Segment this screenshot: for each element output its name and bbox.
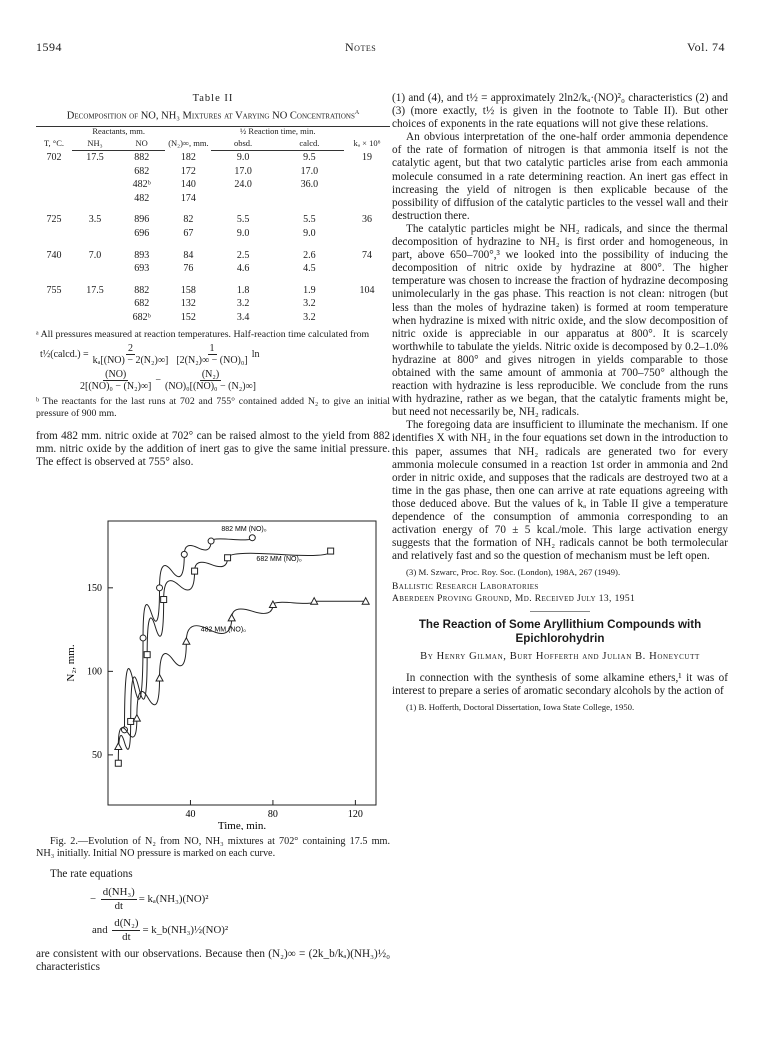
table-cell-nh3 [72, 165, 118, 179]
table-cell-no: 882 [134, 152, 150, 164]
table-cell-ka: 74 [362, 249, 372, 261]
table-cell-ka [344, 262, 390, 276]
rate-equation-2: and $\frac{\text{d(N₂)}}{dt}$ = k_b(NH₃)½(NO)² [92, 916, 229, 943]
table-cell-nh3 [72, 262, 118, 276]
table-cell-n2: 152 [180, 312, 196, 324]
data-table [36, 126, 390, 325]
table-cell-obsd [211, 192, 274, 206]
table-cell-ka [344, 311, 390, 325]
table-cell-t [36, 178, 72, 192]
table-cell-no: 693 [134, 263, 150, 275]
table-cell-calcd: 2.6 [303, 249, 316, 261]
table-cell-nh3 [72, 192, 118, 206]
header-ka: kₐ × 10⁶ [344, 127, 390, 151]
rate-intro: The rate equations [50, 868, 133, 881]
data-point-triangle [133, 715, 140, 722]
table-cell-t: 740 [46, 249, 62, 261]
series-line [124, 538, 252, 730]
table-cell-ka: 104 [359, 284, 375, 296]
data-point-circle [140, 635, 146, 641]
table-cell-t: 702 [46, 151, 62, 163]
x-tick-label: 40 [185, 809, 196, 820]
data-point-square [115, 760, 121, 766]
table-cell-n2: 84 [183, 249, 194, 261]
x-axis-label: Time, min. [217, 820, 267, 830]
data-point-circle [181, 551, 187, 557]
table-row [36, 205, 390, 227]
right-paragraph-3: The catalytic particles might be NH₂ radicals, and since the thermal decomposition of hydrazine to NH₂ is first order and homogeneous, in part, above 650–700°,³ we looked into the possibility of inducing the decomposition of nitric oxide by hydrazine at 800°. The higher temperature was chosen to increase the fraction of hydrazine decomposing unimolecularly in the gas phase. This reaction is not clean: nitrogen (but less than the moles of hydrazine taken) is formed at room temperature when hydrazine is mixed with nitric oxide, and the slow decomposition of nitric oxide is appreciable in our apparatus at 800°. It is scarcely worthwhile to tabulate the yields. Nitric oxide is decomposed by 0.2–1.0% hydrazine at 800° and gives nitrogen in yields comparable to those obtained with the same amount of ammonia at 700–750° although the reaction with hydrazine is less reproducible. We conclude from the runs with hydrazine, rather as we began, that the catalytic framents might be, but need not necessarily be, NH₂ radicals. [392, 222, 728, 419]
rate-outro: are consistent with our observations. Because then (N₂)∞ = (2k_b/kₐ)(NH₃)½₀ characteristics [36, 947, 390, 973]
table-cell-t: 725 [46, 214, 62, 226]
table-cell-calcd: 1.9 [303, 284, 316, 296]
table-cell-ka [344, 165, 390, 179]
lab-name: Ballistic Research Laboratories [392, 582, 539, 593]
header-no: NO [118, 139, 165, 151]
table-cell-ka: 19 [362, 151, 372, 163]
data-point-triangle [228, 614, 235, 621]
header-half-time: ½ Reaction time, min. [211, 127, 344, 139]
table-cell-t [36, 311, 72, 325]
table-cell-obsd: 9.0 [236, 152, 250, 164]
header-nh3: NH₃ [72, 139, 118, 151]
data-point-triangle [183, 638, 190, 645]
table-cell-no: 482ᵇ [132, 179, 151, 191]
table-cell-nh3 [72, 178, 118, 192]
table-cell-ka [344, 227, 390, 241]
table-cell-no: 682ᵇ [132, 312, 151, 324]
table-cell-nh3 [72, 311, 118, 325]
section-title: The Reaction of Some Aryllithium Compounds with Epichlorohydrin [418, 618, 702, 646]
table-row [36, 178, 390, 192]
table-cell-n2: 140 [180, 179, 196, 191]
series-label: 682 MM (NO)₀ [256, 556, 302, 564]
table-cell-calcd: 5.5 [303, 214, 316, 226]
table-row [36, 297, 390, 311]
right-paragraph-1: (1) and (4), and t½ = approximately 2ln2/kₐ·(NO)²₀ characteristics (2) and (3) (more exactly, t½ is given in the footnote to Table II). But other choices of exponents in the rate equations will not give these relations. [392, 92, 728, 131]
table-row [36, 262, 390, 276]
table-cell-no: 893 [134, 249, 150, 261]
data-point-circle [249, 535, 255, 541]
table-cell-n2: 132 [180, 298, 196, 310]
series-label: 482 MM (NO)₀ [200, 626, 247, 634]
table-cell-n2: 67 [183, 228, 194, 240]
table-caption: Decomposition of NO, NH₃ Mixtures at Varying NO Concentrations$^a$ [66, 106, 360, 122]
table-title: Table II [192, 93, 234, 104]
table-cell-obsd: 9.0 [236, 228, 250, 240]
left-column-lower [36, 836, 390, 974]
data-point-triangle [156, 675, 163, 682]
table-cell-t [36, 192, 72, 206]
figure-2-chart [36, 515, 390, 830]
table-cell-no: 682 [134, 165, 150, 177]
data-point-square [161, 597, 167, 603]
data-point-circle [208, 538, 214, 544]
right-column [392, 92, 728, 713]
table-cell-obsd: 4.6 [236, 263, 250, 275]
table-cell-no: 896 [134, 214, 150, 226]
table-cell-obsd: 3.2 [236, 298, 250, 310]
table-cell-ka: 36 [362, 214, 372, 226]
right-paragraph-2: An obvious interpretation of the one-half order ammonia dependence of the rate of formation of nitrogen is that ammonia itself is not the catalytic agent, but that two catalytic particles arise from each ammonia molecule consumed in a rate determining reaction. An inert gas effect in increasing the yield of nitrogen is then explicable because of the possibility of diffusion of the catalytic particles to the vessel wall and their destruction there. [392, 131, 728, 222]
running-title: Notes [345, 40, 377, 54]
table-cell-calcd: 9.5 [303, 152, 316, 164]
series-line [118, 601, 365, 746]
data-point-triangle [115, 743, 122, 750]
figure-caption: Fig. 2.—Evolution of N₂ from NO, NH₃ mixtures at 702° containing 17.5 mm. NH₃ initially. Initial NO pressure is marked on each curve. [36, 836, 390, 860]
table-cell-calcd: 9.0 [303, 228, 316, 240]
table-row [36, 192, 390, 206]
table-cell-n2: 76 [183, 263, 194, 275]
plot-frame [108, 521, 376, 805]
section-divider [530, 611, 590, 612]
x-tick-label: 80 [267, 809, 278, 820]
table-cell-n2: 82 [183, 214, 194, 226]
table-cell-no: 682 [134, 298, 150, 310]
table-row [36, 311, 390, 325]
data-point-square [225, 555, 231, 561]
footnote-1: (1) B. Hofferth, Doctoral Dissertation, Iowa State College, 1950. [406, 702, 635, 713]
table-cell-n2: 172 [180, 165, 196, 177]
table-cell-t [36, 262, 72, 276]
table-cell-ka [344, 178, 390, 192]
series-label: 882 MM (NO)₀ [221, 526, 267, 534]
chart-svg [36, 515, 390, 830]
table-cell-t: 755 [46, 284, 62, 296]
table-cell-t [36, 297, 72, 311]
authors: By Henry Gilman, Burt Hofferth and Julian B. Honeycutt [420, 651, 700, 663]
right-paragraph-4: The foregoing data are insufficient to illuminate the mechanism. If one identifies X with NH₂ in the four equations set down in the introduction to this paper, assumes that NH₂ radicals are generated two for every ammonia molecule consumed in a reaction 1st order in ammonia and 2nd order in nitric oxide, and supposes that the radicals are destroyed two at a time in the gas phase, then one can arrive at rate equations agreeing with those deduced above. But the values of kₐ in Table II give a temperature dependence of the consumption of ammonia corresponding to an activation energy of 70 ± 5 kcal./mole. This large activation energy suggests that the formation of NH₂ radicals cannot be both termolecular and relatively fast and so the question of mechanism must be left open. [392, 419, 728, 563]
table-cell-nh3: 7.0 [88, 249, 102, 261]
y-tick-label: 50 [92, 749, 102, 761]
table-cell-nh3 [72, 297, 118, 311]
table-cell-no: 882 [134, 284, 150, 296]
page-number: 1594 [36, 40, 62, 54]
header-obsd: obsd. [211, 139, 274, 151]
y-axis-label: N₂, mm. [65, 644, 77, 682]
table-cell-no: 482 [134, 192, 150, 204]
half-time-equation: t½(calcd.) = $\frac{2}{\text{kₐ[(NO) − 2(N₂)∞]}}$ $\frac{1}{\text{[2(N₂)∞ − (NO)₀]}}$ ln [40, 343, 260, 367]
table-cell-no: 696 [134, 228, 150, 240]
table-cell-obsd: 3.4 [236, 312, 250, 324]
table-cell-nh3: 3.5 [88, 214, 102, 226]
table-row [36, 165, 390, 179]
x-tick-label: 120 [347, 809, 363, 820]
table-cell-obsd: 5.5 [236, 214, 250, 226]
header-calcd: calcd. [275, 139, 344, 151]
table-row [36, 151, 390, 165]
table-cell-ka [344, 297, 390, 311]
table-cell-obsd: 2.5 [236, 249, 250, 261]
table-cell-n2: 158 [180, 284, 196, 296]
table-note-a: ᵃ All pressures measured at reaction temperatures. Half-reaction time calculated from [36, 328, 370, 340]
table-row [36, 227, 390, 241]
data-point-square [328, 548, 334, 554]
table-cell-nh3: 17.5 [86, 284, 104, 296]
table-body [36, 151, 390, 325]
table-row [36, 241, 390, 263]
table-note-b: ᵇ The reactants for the last runs at 702 and 755° contained added N₂ to give an initial pressure of 900 mm. [36, 396, 390, 420]
left-paragraph: from 482 mm. nitric oxide at 702° can be raised almost to the yield from 882 mm. nitric oxide by the addition of inert gas to give the same initial pressure. The effect is observed at 755° also. [36, 430, 390, 469]
header-reactants: Reactants, mm. [72, 127, 165, 139]
table-cell-t [36, 227, 72, 241]
table-cell-n2: 174 [180, 192, 196, 204]
table-cell-nh3: 17.5 [86, 152, 104, 164]
table-cell-ka [344, 192, 390, 206]
volume-label: Vol. 74 [687, 40, 725, 54]
table-cell-calcd: 4.5 [303, 263, 316, 275]
table-cell-obsd: 24.0 [234, 179, 252, 191]
table-cell-obsd: 1.8 [236, 284, 250, 296]
data-point-square [144, 652, 150, 658]
right-paragraph-5: In connection with the synthesis of some alkamine ethers,¹ it was of interest to prepare a series of aromatic secondary alcohols by the action of [392, 671, 728, 697]
data-point-triangle [269, 601, 276, 608]
data-point-square [192, 568, 198, 574]
table-cell-n2: 182 [180, 151, 196, 163]
data-point-circle [157, 585, 163, 591]
footnote-3: (3) M. Szwarc, Proc. Roy. Soc. (London), 198A, 267 (1949). [406, 567, 621, 578]
table-cell-calcd: 17.0 [300, 165, 319, 177]
header-temp: T, °C. [36, 127, 72, 151]
header-n2: (N₂)∞, mm. [165, 127, 211, 151]
y-tick-label: 100 [87, 666, 102, 678]
table-cell-calcd [275, 192, 344, 206]
table-cell-nh3 [72, 227, 118, 241]
left-column [36, 92, 390, 469]
table-cell-calcd: 3.2 [303, 298, 316, 310]
table-cell-t [36, 165, 72, 179]
table-cell-calcd: 3.2 [303, 312, 316, 324]
table-cell-obsd: 17.0 [234, 165, 252, 177]
y-tick-label: 150 [87, 582, 102, 594]
table-cell-calcd: 36.0 [300, 179, 319, 191]
table-row [36, 276, 390, 298]
half-time-equation-cont: $\frac{(NO)}{\text{2[(NO)₀ − (N₂)∞]}}$ − $\frac{\text{(N₂)}}{\text{(NO)₀[(NO)₀ − (N₂)∞]}}$ [80, 369, 257, 393]
rate-equation-1: − $\frac{\text{d(NH₃)}}{dt}$ = kₐ(NH₃)(NO)² [90, 885, 209, 912]
lab-address: Aberdeen Proving Ground, Md. Received July 13, 1951 [392, 593, 636, 604]
